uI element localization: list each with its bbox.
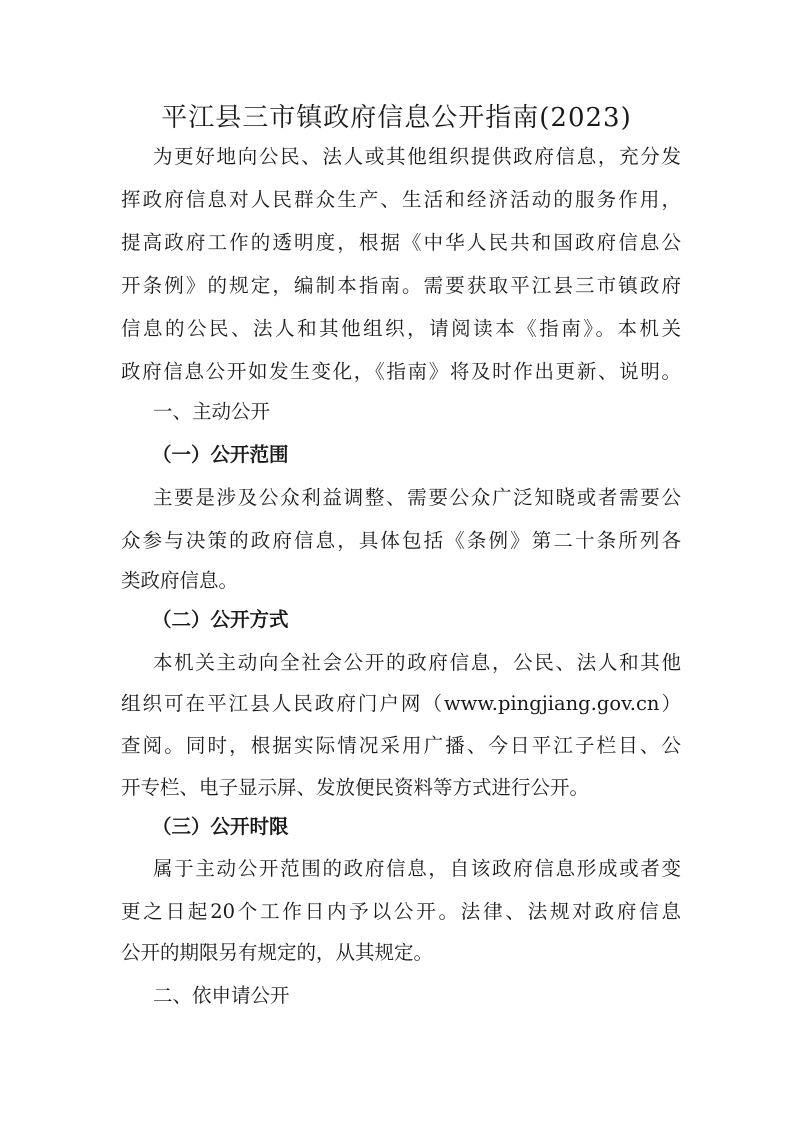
time-limit-line: 公开的期限另有规定的，从其规定。 <box>121 941 434 964</box>
method-line: 开专栏、电子显示屏、发放便民资料等方式进行公开。 <box>121 776 590 799</box>
scope-line: 主要是涉及公众利益调整、需要公众广泛知晓或者需要公 <box>153 486 681 509</box>
time-limit-line: 属于主动公开范围的政府信息，自该政府信息形成或者变 <box>153 857 681 880</box>
intro-line: 政府信息公开如发生变化，《指南》将及时作出更新、说明。 <box>121 360 681 383</box>
scope-line: 众参与决策的政府信息，具体包括《条例》第二十条所列各 <box>121 529 681 552</box>
scope-line: 类政府信息。 <box>121 569 239 592</box>
intro-line: 信息的公民、法人和其他组织，请阅读本《指南》。本机关 <box>121 317 681 340</box>
subsection-heading-time-limit: （三）公开时限 <box>152 815 289 838</box>
method-line: 查阅。同时，根据实际情况采用广播、今日平江子栏目、公 <box>121 734 681 757</box>
time-limit-line: 更之日起20个工作日内予以公开。法律、法规对政府信息 <box>121 900 681 923</box>
intro-line: 开条例》的规定，编制本指南。需要获取平江县三市镇政府 <box>121 274 681 297</box>
intro-line: 提高政府工作的透明度，根据《中华人民共和国政府信息公 <box>121 231 681 254</box>
intro-line: 为更好地向公民、法人或其他组织提供政府信息，充分发 <box>153 145 681 168</box>
method-line: 本机关主动向全社会公开的政府信息，公民、法人和其他 <box>153 651 681 674</box>
intro-line: 挥政府信息对人民群众生产、生活和经济活动的服务作用， <box>121 188 681 211</box>
section-heading-on-request: 二、依申请公开 <box>153 984 290 1007</box>
document-title: 平江县三市镇政府信息公开指南(2023) <box>161 103 632 133</box>
method-line: 组织可在平江县人民政府门户网（www.pingjiang.gov.cn） <box>121 692 681 715</box>
subsection-heading-method: （二）公开方式 <box>152 608 289 631</box>
subsection-heading-scope: （一）公开范围 <box>152 443 289 466</box>
section-heading-active-disclosure: 一、主动公开 <box>153 400 271 423</box>
